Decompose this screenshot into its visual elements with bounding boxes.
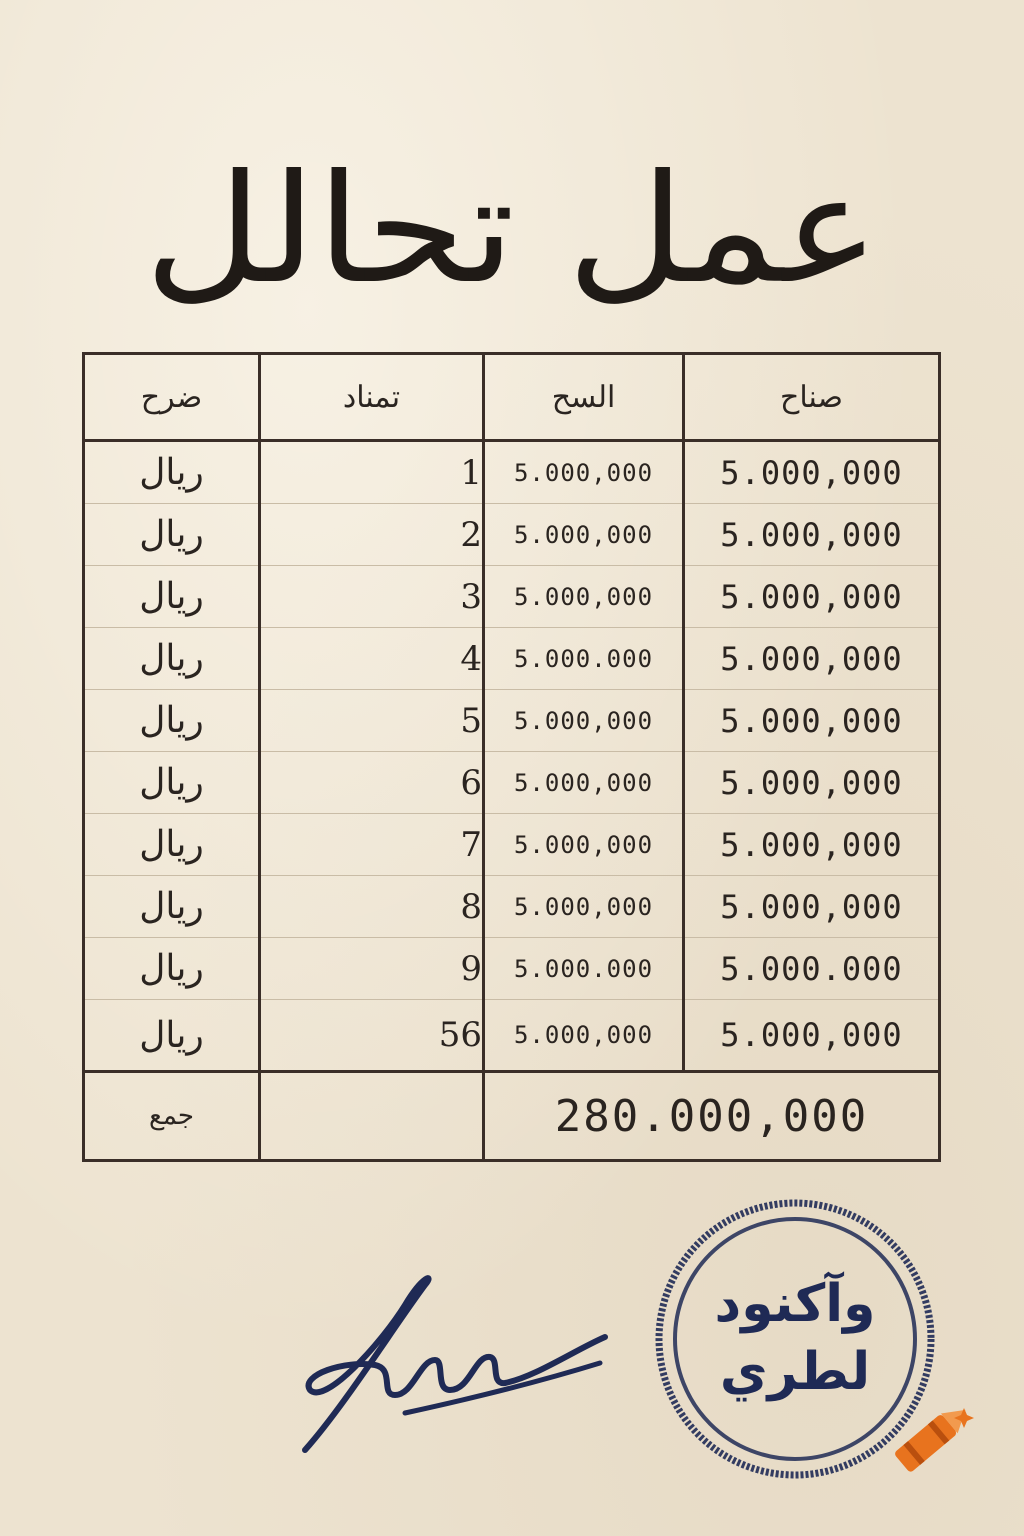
amount-cell: 5.000,000 [684, 628, 940, 690]
signature-underline [405, 1363, 600, 1413]
qty-cell: 4 [260, 628, 484, 690]
table-row [84, 752, 940, 814]
total-label: جمع [149, 1101, 194, 1131]
qty-cell: 5 [260, 690, 484, 752]
qty-cell: 8 [260, 876, 484, 938]
qty-cell: 2 [260, 504, 484, 566]
price-cell: 5.000,000 [484, 441, 684, 504]
document-title: عمل تحالل [144, 143, 880, 317]
table-row [84, 504, 940, 566]
qty-cell: 9 [260, 938, 484, 1000]
amount-cell: 5.000,000 [684, 566, 940, 628]
crayon-body [893, 1413, 957, 1473]
total-value: 280.000,000 [484, 1072, 940, 1161]
qty-cell: 56 [260, 1000, 484, 1072]
crayon-icon [868, 1380, 988, 1500]
price-cell: 5.000.000 [484, 628, 684, 690]
amount-cell: 5.000,000 [684, 752, 940, 814]
unit-cell: ريال [84, 566, 260, 628]
signature-stroke [305, 1278, 605, 1450]
price-cell: 5.000,000 [484, 1000, 684, 1072]
table-row [84, 441, 940, 504]
table-row [84, 938, 940, 1000]
unit-cell: ريال [84, 876, 260, 938]
header-price: السح [484, 354, 684, 441]
amount-cell: 5.000,000 [684, 504, 940, 566]
price-cell: 5.000,000 [484, 876, 684, 938]
unit-cell: ريال [84, 504, 260, 566]
table-row [84, 814, 940, 876]
amount-cell: 5.000,000 [684, 690, 940, 752]
unit-cell: ريال [84, 628, 260, 690]
qty-cell: 3 [260, 566, 484, 628]
stamp-line-2: لطري [719, 1342, 871, 1402]
table-row [84, 690, 940, 752]
unit-cell: ريال [84, 938, 260, 1000]
amount-cell: 5.000,000 [684, 814, 940, 876]
unit-cell: ريال [84, 752, 260, 814]
table-row [84, 876, 940, 938]
amount-cell: 5.000,000 [684, 876, 940, 938]
header-unit: ضرح [84, 354, 260, 441]
qty-cell: 6 [260, 752, 484, 814]
price-cell: 5.000,000 [484, 814, 684, 876]
signature [285, 1265, 615, 1465]
qty-cell: 1 [260, 441, 484, 504]
price-cell: 5.000,000 [484, 566, 684, 628]
amount-cell: 5.000,000 [684, 1000, 940, 1072]
unit-cell: ريال [84, 690, 260, 752]
price-cell: 5.000.000 [484, 938, 684, 1000]
price-cell: 5.000,000 [484, 504, 684, 566]
price-cell: 5.000,000 [484, 752, 684, 814]
unit-cell: ريال [84, 441, 260, 504]
price-cell: 5.000,000 [484, 690, 684, 752]
amount-cell: 5.000,000 [684, 441, 940, 504]
table-row [84, 628, 940, 690]
qty-cell: 7 [260, 814, 484, 876]
total-row [84, 1072, 940, 1161]
table-header-row [84, 354, 940, 441]
table-row [84, 1000, 940, 1072]
ledger-table [82, 352, 941, 1162]
unit-cell: ريال [84, 1000, 260, 1072]
header-amount: صناح [684, 354, 940, 441]
stamp-line-1: وآكنود [714, 1274, 876, 1334]
total-empty-cell [260, 1072, 484, 1161]
unit-cell: ريال [84, 814, 260, 876]
header-qty: تمناد [260, 354, 484, 441]
table-row [84, 566, 940, 628]
amount-cell: 5.000.000 [684, 938, 940, 1000]
